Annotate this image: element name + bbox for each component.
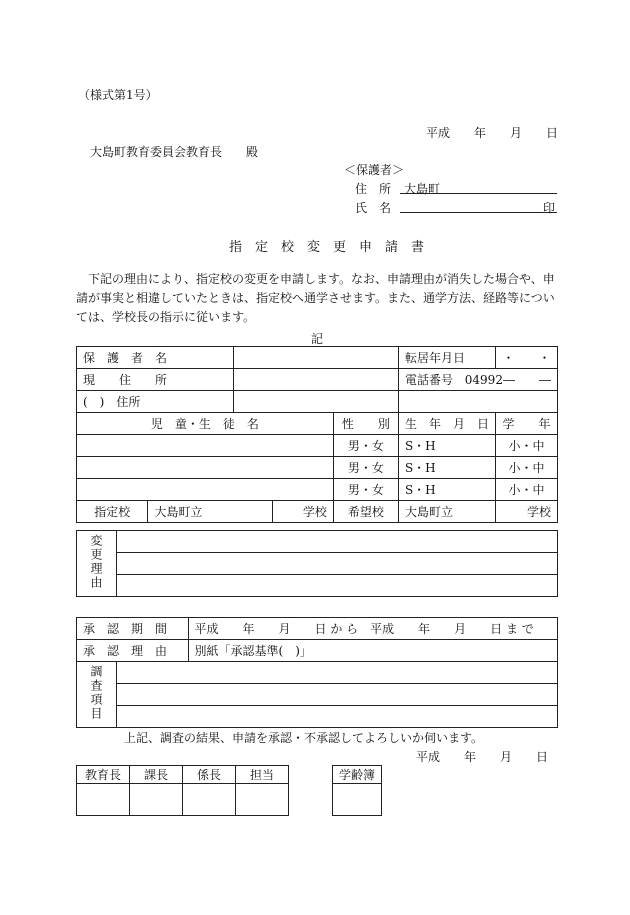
designated-school-town: 大島町立 (148, 501, 273, 523)
grade-field[interactable]: 小・中 (495, 435, 557, 457)
survey-line-3[interactable] (116, 706, 557, 728)
birth-field[interactable]: S・H (398, 435, 495, 457)
guardian-name-field[interactable] (233, 347, 398, 369)
seal-mark: 印 (543, 201, 556, 215)
student-name-field[interactable] (77, 457, 334, 479)
address-value[interactable]: 大島町 (404, 182, 441, 196)
name-underline[interactable] (400, 212, 557, 213)
current-address-field[interactable] (233, 369, 398, 391)
stamp-box[interactable] (236, 784, 289, 816)
grade-header: 学 年 (495, 413, 557, 435)
birth-header: 生 年 月 日 (398, 413, 495, 435)
stamp-header-section-chief: 課長 (130, 766, 183, 784)
grade-field[interactable]: 小・中 (495, 479, 557, 501)
paren-address-label: ( ) 住所 (77, 391, 234, 413)
student-name-field[interactable] (77, 479, 334, 501)
approval-table (76, 617, 558, 728)
paren-address-field[interactable] (233, 391, 398, 413)
ki-mark: 記 (311, 332, 324, 346)
stamp-header-staff: 担当 (236, 766, 289, 784)
closing-text: 上記、調査の結果、申請を承認・不承認してよろしいか伺います。 (124, 731, 484, 745)
reason-label: 変更理由 (88, 534, 103, 590)
phone-value: 04992― ― (464, 373, 551, 387)
designated-school-label: 指定校 (77, 501, 148, 523)
address-label: 住 所 (355, 182, 392, 196)
student-row (77, 457, 558, 479)
guardian-name-label: 保 護 者 名 (77, 347, 234, 369)
move-date-field[interactable]: ・ ・ (495, 347, 557, 369)
birth-field[interactable]: S・H (398, 479, 495, 501)
reason-label-cell (77, 531, 117, 597)
student-row (77, 479, 558, 501)
phone-cell[interactable] (398, 369, 557, 391)
move-date-label: 転居年月日 (398, 347, 495, 369)
guardian-header: ＜保護者＞ (344, 163, 405, 177)
survey-line-1[interactable] (116, 662, 557, 684)
date-top: 平成 年 月 日 (426, 126, 559, 140)
stamp-box[interactable] (77, 784, 130, 816)
student-row (77, 435, 558, 457)
stamp-box[interactable] (183, 784, 236, 816)
gender-field[interactable]: 男・女 (333, 435, 398, 457)
current-address-label: 現 住 所 (77, 369, 234, 391)
desired-school-town: 大島町立 (398, 501, 495, 523)
document-title: 指 定 校 変 更 申 請 書 (229, 240, 425, 255)
reason-line-2[interactable] (116, 553, 557, 575)
phone-label: 電話番号 (404, 373, 453, 387)
reason-line-1[interactable] (116, 531, 557, 553)
gender-field[interactable]: 男・女 (333, 479, 398, 501)
student-name-header: 児 童・生 徒 名 (77, 413, 334, 435)
student-name-field[interactable] (77, 435, 334, 457)
gender-header: 性 別 (333, 413, 398, 435)
paren-address-extra[interactable] (398, 391, 557, 413)
survey-label-cell (77, 662, 117, 728)
register-table (332, 765, 382, 816)
reason-line-3[interactable] (116, 575, 557, 597)
addressee: 大島町教育委員会教育長 殿 (90, 145, 259, 159)
form-number: （様式第1号） (78, 88, 158, 102)
stamp-table (76, 765, 289, 816)
approval-reason-label: 承 認 理 由 (77, 640, 189, 662)
name-label: 氏 名 (355, 201, 392, 215)
gender-field[interactable]: 男・女 (333, 457, 398, 479)
body-text: 下記の理由により、指定校の変更を申請します。なお、申請理由が消失した場合や、申請が事実と相違していたときは、指定校へ通学させます。また、通学方法、経路等については、学校長の指示に従います。 (76, 272, 555, 324)
reason-table (76, 530, 558, 597)
desired-school-suffix[interactable]: 学校 (495, 501, 557, 523)
stamp-header-subsection-chief: 係長 (183, 766, 236, 784)
approval-reason-value[interactable]: 別紙「承認基準( )」 (188, 640, 557, 662)
survey-line-2[interactable] (116, 684, 557, 706)
stamp-box[interactable] (130, 784, 183, 816)
approval-period-label: 承 認 期 間 (77, 618, 189, 640)
register-header: 学齢簿 (333, 766, 382, 784)
application-table (76, 346, 558, 523)
designated-school-suffix[interactable]: 学校 (272, 501, 333, 523)
birth-field[interactable]: S・H (398, 457, 495, 479)
date-bottom: 平成 年 月 日 (416, 750, 549, 764)
register-box[interactable] (333, 784, 382, 816)
address-underline (400, 193, 557, 194)
survey-label: 調査項目 (88, 665, 103, 721)
desired-school-label: 希望校 (333, 501, 398, 523)
stamp-header-superintendent: 教育長 (77, 766, 130, 784)
grade-field[interactable]: 小・中 (495, 457, 557, 479)
approval-period-value[interactable]: 平成 年 月 日 か ら 平成 年 月 日 ま で (188, 618, 557, 640)
